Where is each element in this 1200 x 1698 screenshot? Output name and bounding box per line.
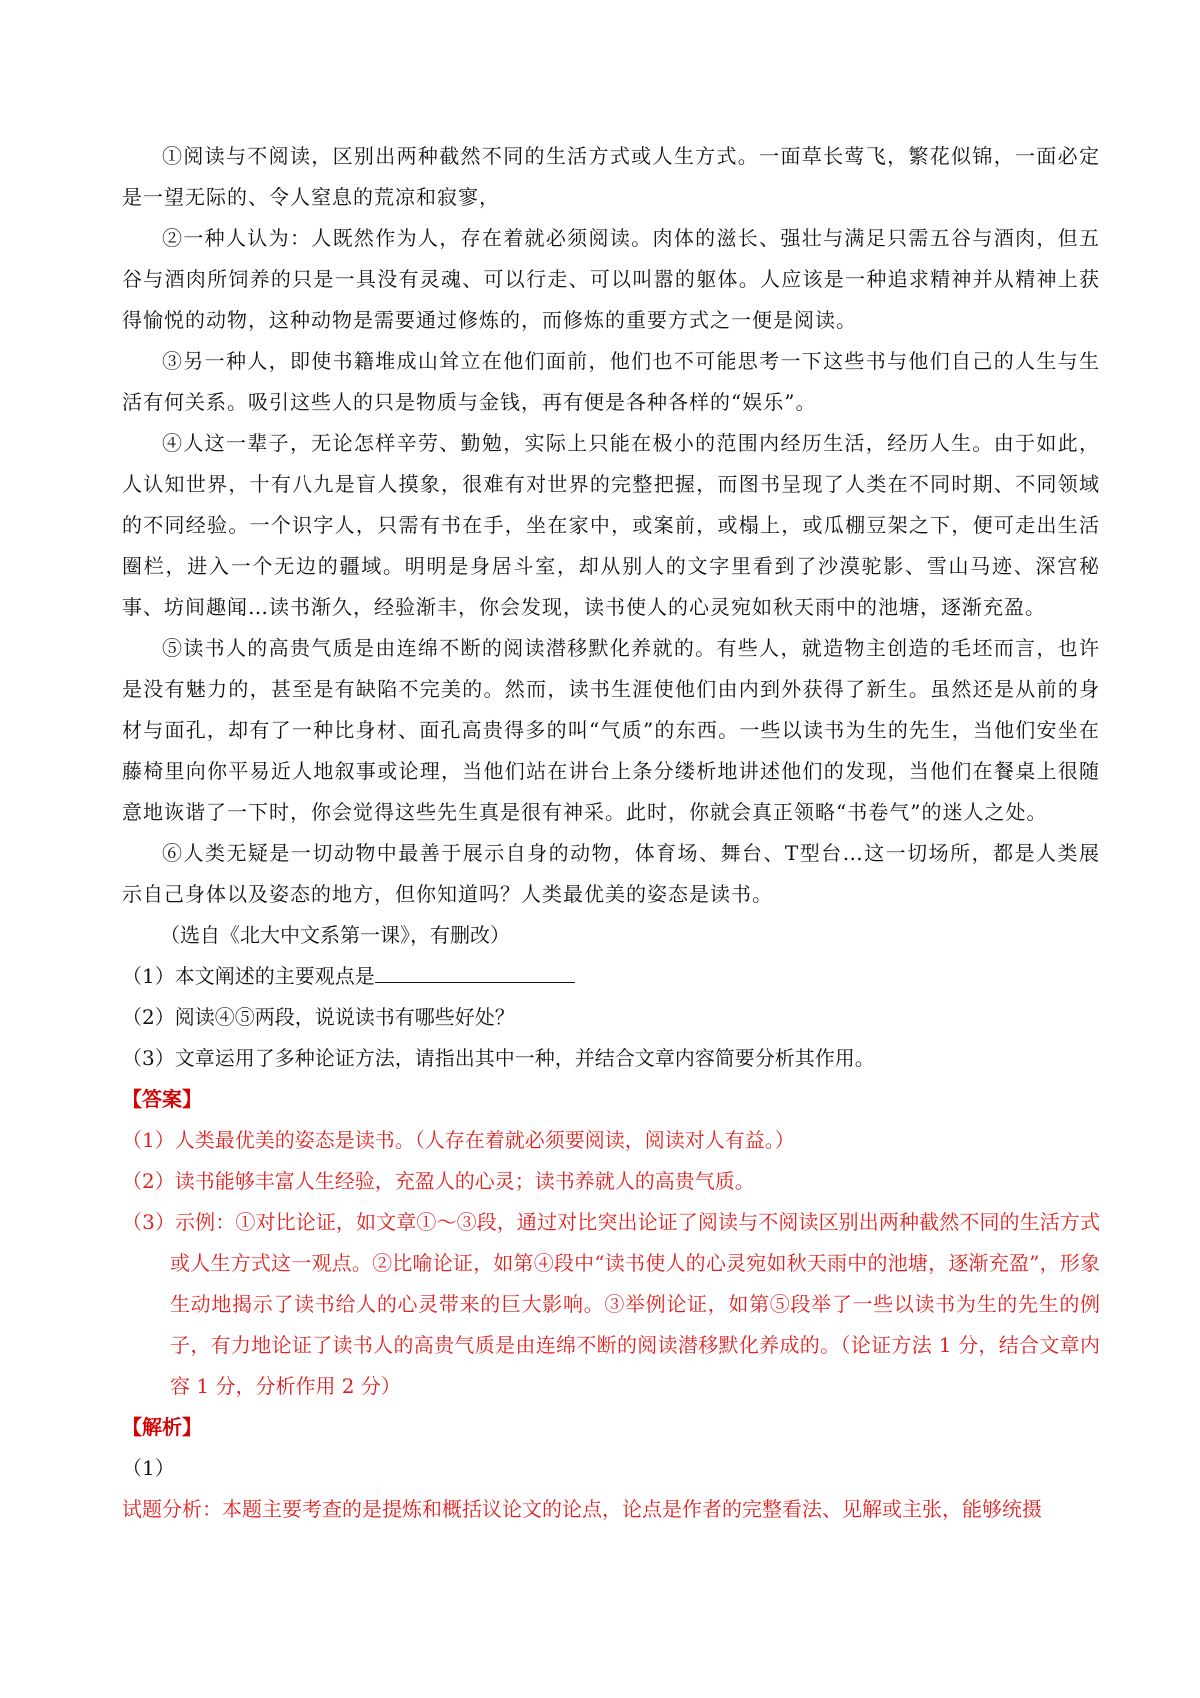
passage-paragraph-1: ①阅读与不阅读，区别出两种截然不同的生活方式或人生方式。一面草长莺飞，繁花似锦，一面必定是一望无际的、令人窒息的荒凉和寂寥， xyxy=(122,144,1100,209)
passage-source: （选自《北大中文系第一课》，有删改） xyxy=(160,923,510,947)
passage-paragraph-6: ⑥人类无疑是一切动物中最善于展示自身的动物，体育场、舞台、T型台…这一切场所，都是人类展示自己身体以及姿态的地方，但你知道吗？人类最优美的姿态是读书。 xyxy=(122,841,1100,906)
passage-paragraph-3: ③另一种人，即使书籍堆成山耸立在他们面前，他们也不可能思考一下这些书与他们自己的人生与生活有何关系。吸引这些人的只是物质与金钱，再有便是各种各样的“娱乐”。 xyxy=(122,349,1100,414)
analysis-text: 试题分析：本题主要考查的是提炼和概括议论文的论点，论点是作者的完整看法、见解或主张，能够统摄 xyxy=(122,1497,1042,1521)
answer-2: （2）读书能够丰富人生经验，充盈人的心灵；读书养就人的高贵气质。 xyxy=(122,1169,755,1193)
answer-1: （1）人类最优美的姿态是读书。（人存在着就必须要阅读，阅读对人有益。） xyxy=(122,1128,795,1152)
question-1 xyxy=(122,956,1100,997)
passage-paragraph-5: ⑤读书人的高贵气质是由连绵不断的阅读潜移默化养就的。有些人，就造物主创造的毛坯而言，也许是没有魅力的，甚至是有缺陷不完美的。然而，读书生涯使他们由内到外获得了新生。虽然还是从前的身材与面孔，却有了一种比身材、面孔高贵得多的叫“气质”的东西。一些以读书为生的先生，当他们安坐在藤椅里向你平易近人地叙事或论理，当他们站在讲台上条分缕析地讲述他们的发现，当他们在餐桌上很随意地诙谐了一下时，你会觉得这些先生真是很有神采。此时，你就会真正领略“书卷气”的迷人之处。 xyxy=(122,636,1100,824)
passage-paragraph-4: ④人这一辈子，无论怎样辛劳、勤勉，实际上只能在极小的范围内经历生活，经历人生。由于如此，人认知世界，十有八九是盲人摸象，很难有对世界的完整把握，而图书呈现了人类在不同时期、不同领域的不同经验。一个识字人，只需有书在手，坐在家中，或案前，或榻上，或瓜棚豆架之下，便可走出生活圈栏，进入一个无边的疆域。明明是身居斗室，却从别人的文字里看到了沙漠驼影、雪山马迹、深宫秘事、坊间趣闻…读书渐久，经验渐丰，你会发现，读书使人的心灵宛如秋天雨中的池塘，逐渐充盈。 xyxy=(122,431,1100,619)
answer-blank xyxy=(375,960,575,983)
analysis-label: （1） xyxy=(122,1456,175,1480)
answer-heading: 【答案】 xyxy=(122,1087,202,1111)
question-3: （3）文章运用了多种论证方法，请指出其中一种，并结合文章内容简要分析其作用。 xyxy=(122,1046,875,1070)
question-1-text: （1）本文阐述的主要观点是 xyxy=(122,964,375,988)
passage-paragraph-2: ②一种人认为：人既然作为人，存在着就必须阅读。肉体的滋长、强壮与满足只需五谷与酒肉，但五谷与酒肉所饲养的只是一具没有灵魂、可以行走、可以叫嚣的躯体。人应该是一种追求精神并从精神上获得愉悦的动物，这种动物是需要通过修炼的，而修炼的重要方式之一便是阅读。 xyxy=(122,226,1100,332)
question-2: （2）阅读④⑤两段，说说读书有哪些好处？ xyxy=(122,1005,515,1029)
answer-3: （3）示例：①对比论证，如文章①～③段，通过对比突出论证了阅读与不阅读区别出两种截然不同的生活方式或人生方式这一观点。②比喻论证，如第④段中“读书使人的心灵宛如秋天雨中的池塘，逐渐充盈”，形象生动地揭示了读书给人的心灵带来的巨大影响。③举例论证，如第⑤段举了一些以读书为生的先生的例子，有力地论证了读书人的高贵气质是由连绵不断的阅读潜移默化养成的。（论证方法 1 分，结合文章内容 1 分，分析作用 2 分） xyxy=(122,1210,1100,1398)
analysis-heading: 【解析】 xyxy=(122,1415,202,1439)
